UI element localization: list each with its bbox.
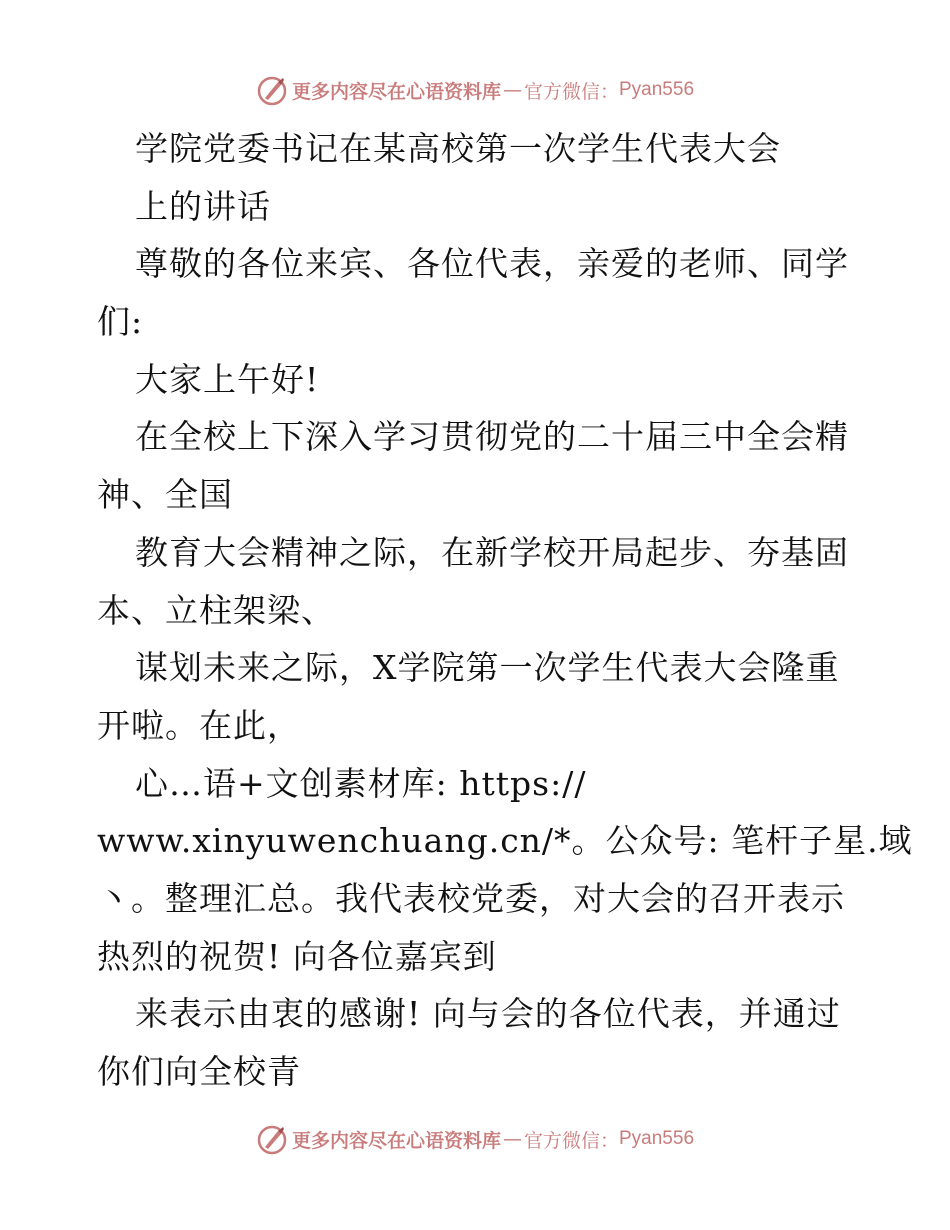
document-body [97, 120, 913, 1101]
banner-brand-text: 更多内容尽在心语资料库 [291, 80, 501, 103]
banner-wechat-label: 官方微信： [523, 80, 619, 103]
text-line: 谋划未来之际，X学院第一次学生代表大会隆重 [135, 648, 840, 688]
banner-wechat-id: Pyan556 [619, 79, 695, 100]
text-line: 在全校上下深入学习贯彻党的二十届三中全会精 [135, 417, 849, 457]
banner-wechat-label: 官方微信： [523, 1129, 619, 1152]
text-line: 教育大会精神之际，在新学校开局起步、夯基固 [135, 532, 849, 572]
text-line: 来表示由衷的感谢! 向与会的各位代表，并通过 [135, 994, 841, 1034]
text-line: 热烈的祝贺! 向各位嘉宾到 [97, 936, 497, 976]
text-line: 你们向全校青 [97, 1052, 301, 1091]
header-watermark-banner [0, 72, 950, 108]
text-line: 本、立柱架梁、 [97, 590, 335, 630]
text-line: 上的讲话 [135, 186, 271, 226]
text-line: 神、全国 [97, 475, 233, 515]
text-line: 学院党委书记在某高校第一次学生代表大会 [135, 129, 781, 168]
footer-watermark-banner [0, 1121, 950, 1157]
text-line: 丶。整理汇总。我代表校党委，对大会的召开表示 [97, 878, 845, 918]
text-line: 大家上午好! [135, 359, 320, 399]
quill-pen-logo-icon [256, 74, 288, 106]
text-line: 开啦。在此， [97, 705, 301, 745]
text-line: 尊敬的各位来宾、各位代表，亲爱的老师、同学 [135, 244, 849, 284]
banner-brand-text: 更多内容尽在心语资料库 [291, 1129, 501, 1152]
banner-separator: — [502, 1128, 522, 1150]
text-line: 心…语+文创素材库: https:// [135, 763, 587, 803]
banner-separator: — [502, 79, 522, 101]
text-line: www.xinyuwenchuang.cn/*。公众号: 笔杆子星.域 [97, 821, 913, 861]
banner-wechat-id: Pyan556 [619, 1128, 695, 1149]
quill-pen-logo-icon [256, 1123, 288, 1155]
text-line: 们: [97, 302, 144, 342]
